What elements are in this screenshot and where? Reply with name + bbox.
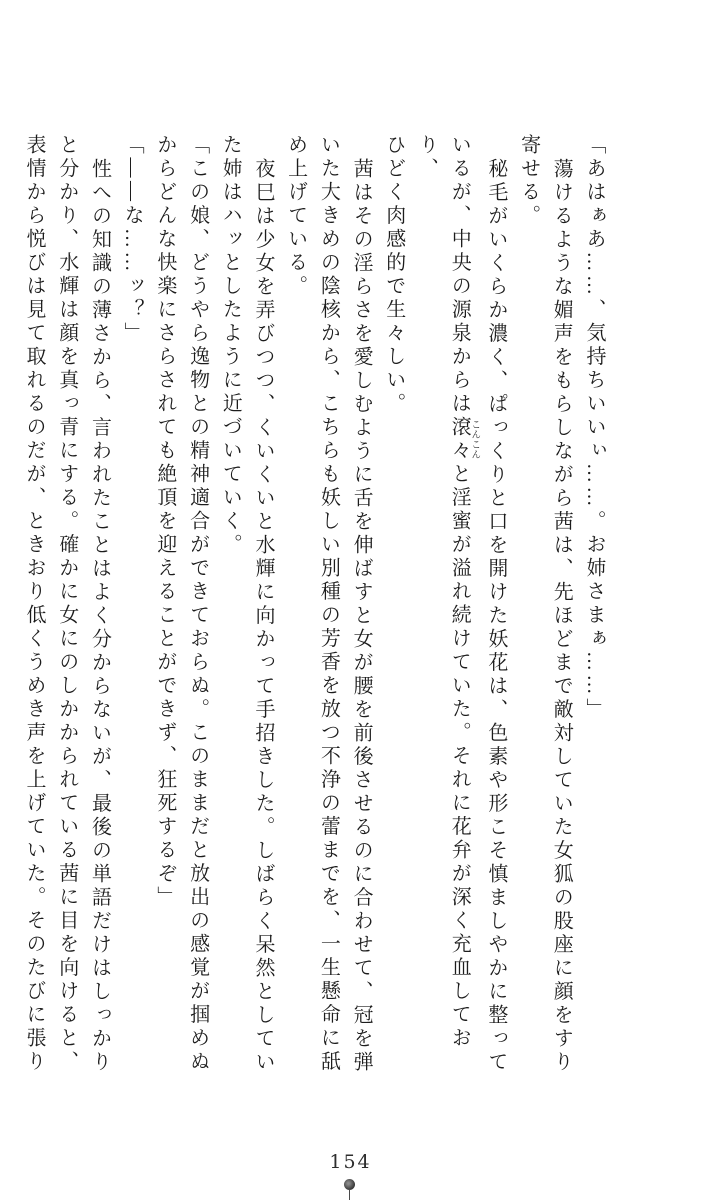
binding-mark-stem [349, 1189, 350, 1200]
text-line: 茜はその淫らさを愛しむように舌を伸ばすと女が腰を前後させるのに合わせて、冠を弾 [350, 157, 373, 1074]
text-line: ひどく肉感的で生々しい。 [382, 134, 405, 416]
text-line: からどんな快楽にさらされても絶頂を迎えることができず、狂死するぞ」 [153, 134, 176, 910]
text-line: 秘毛がいくらか濃く、ぱっくりと口を開けた妖花は、色素や形こそ慎ましやかに整って [484, 157, 507, 1074]
text-line: 表情から悦びは見て取れるのだが、ときおり低くうめき声を上げていた。そのたびに張り [23, 134, 46, 1074]
text-line: た姉はハッとしたように近づいていく。 [219, 134, 242, 557]
text-line: 性への知識の薄さから、言われたことはよく分からないが、最後の単語だけはしっかり [88, 157, 111, 1074]
text-line: 蕩けるような媚声をもらしながら茜は、先ほどまで敵対していた女狐の股座に顔をすり [550, 157, 573, 1074]
text-line: と分かり、水輝は顔を真っ青にする。確かに女にのしかかられている茜に目を向けると、 [55, 134, 78, 1074]
text-line: 寄せる。 [517, 134, 540, 228]
page-number: 154 [329, 1151, 372, 1173]
text-line: 「あはぁあ……、気持ちいいぃ……。お姉さまぁ……」 [583, 134, 605, 722]
text-line: いた大きめの陰核から、こちらも妖しい別種の芳香を放つ不浄の蕾までを、一生懸命に舐 [317, 134, 340, 1074]
text-line: いるが、中央の源泉からは滾々 こんこんと淫蜜が溢れ続けていた。それに花弁が深く充血しており、 [415, 134, 480, 1051]
text-line: 夜巳は少女を弄びつつ、くいくいと水輝に向かって手招きした。しばらく呆然としてい [251, 157, 274, 1074]
body-text [17, 134, 610, 1074]
text-line: 「——な……ッ？」 [121, 134, 144, 346]
ruby-annotated-word: 滾々 こんこん [448, 416, 480, 463]
text-line: 「この娘、どうやら逸物との精神適合ができておらぬ。このままだと放出の感覚が掴めぬ [186, 134, 209, 1074]
text-line: め上げている。 [284, 134, 307, 299]
